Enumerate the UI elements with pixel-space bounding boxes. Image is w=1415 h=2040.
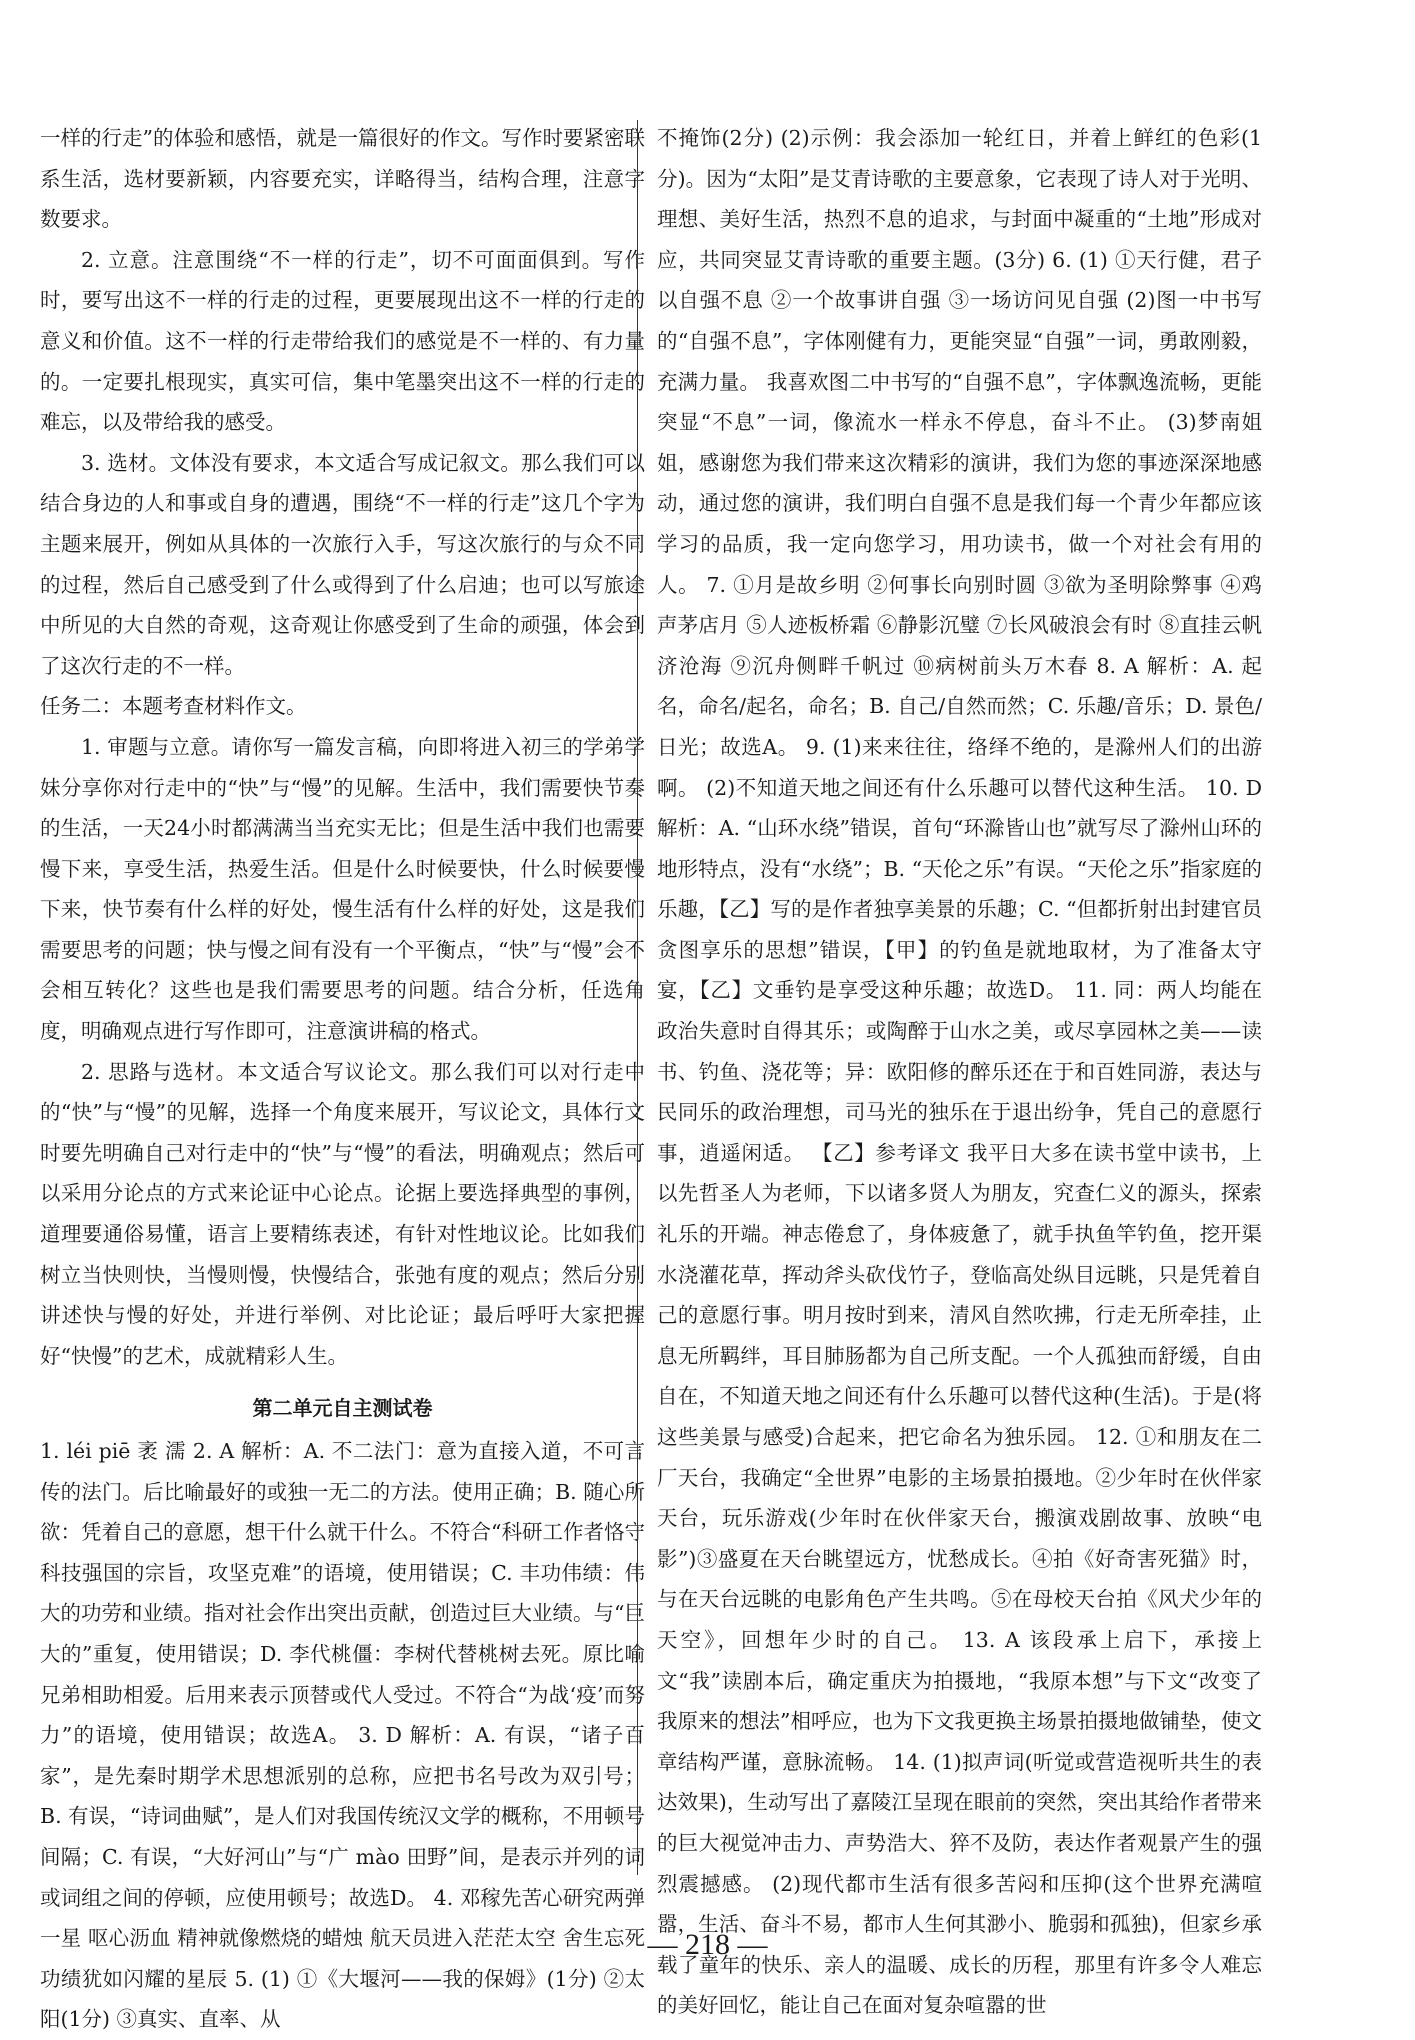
- column-divider: [637, 120, 638, 1875]
- unit-test-answers-part1: 1. léi piē 袤 濡 2. A 解析：A. 不二法门：意为直接入道，不可言传的法门。后比喻最好的或独一无二的方法。使用正确；B. 随心所欲：凭着自己的意愿，想干什么就干什么。不符合“科研工作者恪守科技强国的宗旨，攻坚克难”的语境，使用错误；C. 丰功伟绩：伟大的功劳和业绩。指对社会作出突出贡献，创造过巨大业绩。与“巨大的”重复，使用错误；D. 李代桃僵：李树代替桃树去死。原比喻兄弟相助相爱。后用来表示顶替或代人受过。不符合“为战‘疫’而努力”的语境，使用错误；故选A。 3. D 解析：A. 有误，“诸子百家”，是先秦时期学术思想派别的总称，应把书名号改为双引号；B. 有误，“诗词曲赋”，是人们对我国传统汉文学的概称，不用顿号间隔；C. 有误，“大好河山”与“广 mào 田野”间，是表示并列的词或词组之间的停顿，应使用顿号；故选D。 4. 邓稼先苦心研究两弹一星 呕心沥血 精神就像燃烧的蜡烛 航天员进入茫茫太空 舍生忘死 功绩犹如闪耀的星辰 5. (1) ①《大堰河——我的保姆》(1分) ②太阳(1分) ③真实、直率、从: [40, 1439, 645, 2032]
- task-two-heading: 任务二：本题考查材料作文。: [40, 694, 307, 719]
- task-two-material-paragraph: 2. 思路与选材。本文适合写议论文。那么我们可以对行走中的“快”与“慢”的见解，选择一个角度来展开，写议论文，具体行文时要先明确自己对行走中的“快”与“慢”的看法，明确观点；然后可以采用分论点的方式来论证中心论点。论据上要选择典型的事例，道理要通俗易懂，语言上要精练表述，有针对性地议论。比如我们树立当快则快，当慢则慢，快慢结合，张弛有度的观点；然后分别讲述快与慢的好处，并进行举例、对比论证；最后呼吁大家把握好“快慢”的艺术，成就精彩人生。: [40, 1059, 645, 1368]
- essay-guidance-paragraph: 一样的行走”的体验和感悟，就是一篇很好的作文。写作时要紧密联系生活，选材要新颖，内容要充实，详略得当，结构合理，注意字数要求。: [40, 126, 645, 232]
- left-column: [40, 118, 645, 2040]
- page-number: — 218 —: [647, 1928, 768, 1961]
- essay-material-paragraph: 3. 选材。文体没有要求，本文适合写成记叙文。那么我们可以结合身边的人和事或自身的遭遇，围绕“不一样的行走”这几个字为主题来展开，例如从具体的一次旅行入手，写这次旅行的与众不同的过程，然后自己感受到了什么或得到了什么启迪；也可以写旅途中所见的大自然的奇观，这奇观让你感受到了生命的顽强，体会到了这次行走的不一样。: [40, 450, 645, 678]
- unit-test-answers-part2: 不掩饰(2分) (2)示例：我会添加一轮红日，并着上鲜红的色彩(1分)。因为“太阳”是艾青诗歌的主要意象，它表现了诗人对于光明、理想、美好生活，热烈不息的追求，与封面中凝重的“土地”形成对应，共同突显艾青诗歌的重要主题。(3分) 6. (1) ①天行健，君子以自强不息 ②一个故事讲自强 ③一场访问见自强 (2)图一中书写的“自强不息”，字体刚健有力，更能突显“自强”一词，勇敢刚毅，充满力量。 我喜欢图二中书写的“自强不息”，字体飘逸流畅，更能突显“不息”一词，像流水一样永不停息，奋斗不止。 (3)梦南姐姐，感谢您为我们带来这次精彩的演讲，我们为您的事迹深深地感动，通过您的演讲，我们明白自强不息是我们每一个青少年都应该学习的品质，我一定向您学习，用功读书，做一个对社会有用的人。 7. ①月是故乡明 ②何事长向别时圆 ③欲为圣明除弊事 ④鸡声茅店月 ⑤人迹板桥霜 ⑥静影沉璧 ⑦长风破浪会有时 ⑧直挂云帆济沧海 ⑨沉舟侧畔千帆过 ⑩病树前头万木春 8. A 解析：A. 起名，命名/起名，命名；B. 自己/自然而然；C. 乐趣/音乐；D. 景色/日光；故选A。 9. (1)来来往往，络绎不绝的，是滁州人们的出游啊。 (2)不知道天地之间还有什么乐趣可以替代这种生活。 10. D 解析：A. “山环水绕”错误，首句“环滁皆山也”就写尽了滁州山环的地形特点，没有“水绕”；B. “天伦之乐”有误。“天伦之乐”指家庭的乐趣，【乙】写的是作者独享美景的乐趣；C. “但都折射出封建官员贪图享乐的思想”错误，【甲】的钓鱼是就地取材，为了准备太守宴，【乙】文垂钓是享受这种乐趣；故选D。 11. 同：两人均能在政治失意时自得其乐；或陶醉于山水之美，或尽享园林之美——读书、钓鱼、浇花等；异：欧阳修的醉乐还在于和百姓同游，表达与民同乐的政治理想，司马光的独乐在于退出纷争，凭自己的意愿行事，逍遥闲适。 【乙】参考译文 我平日大多在读书堂中读书，上以先哲圣人为老师，下以诸多贤人为朋友，究查仁义的源头，探索礼乐的开端。神志倦怠了，身体疲惫了，就手执鱼竿钓鱼，挖开渠水浇灌花草，挥动斧头砍伐竹子，登临高处纵目远眺，只是凭着自己的意愿行事。明月按时到来，清风自然吹拂，行走无所牵挂，止息无所羁绊，耳目肺肠都为自己所支配。一个人孤独而舒缓，自由自在，不知道天地之间还有什么乐趣可以替代这种(生活)。于是(将这些美景与感受)合起来，把它命名为独乐园。 12. ①和朋友在二厂天台，我确定“全世界”电影的主场景拍摄地。②少年时在伙伴家天台，玩乐游戏(少年时在伙伴家天台，搬演戏剧故事、放映“电影”)③盛夏在天台眺望远方，忧愁成长。④拍《好奇害死猫》时，与在天台远眺的电影角色产生共鸣。⑤在母校天台拍《风犬少年的天空》，回想年少时的自己。 13. A 该段承上启下，承接上文“我”读剧本后，确定重庆为拍摄地，“我原本想”与下文“改变了我原来的想法”相呼应，也为下文我更换主场景拍摄地做铺垫，使文章结构严谨，意脉流畅。 14. (1)拟声词(听觉或营造视听共生的表达效果)，生动写出了嘉陵江呈现在眼前的突然，突出其给作者带来的巨大视觉冲击力、声势浩大、猝不及防，表达作者观景产生的强烈震撼感。 (2)现代都市生活有很多苦闷和压抑(这个世界充满喧嚣，生活、奋斗不易，都市人生何其渺小、脆弱和孤独)，但家乡承载了童年的快乐、亲人的温暖、成长的历程，那里有许多令人难忘的美好回忆，能让自己在面对复杂喧嚣的世: [657, 126, 1262, 2018]
- essay-theme-paragraph: 2. 立意。注意围绕“不一样的行走”，切不可面面俱到。写作时，要写出这不一样的行走的过程，更要展现出这不一样的行走的意义和价值。这不一样的行走带给我们的感觉是不一样的、有力量的。一定要扎根现实，真实可信，集中笔墨突出这不一样的行走的难忘，以及带给我的感受。: [40, 247, 645, 435]
- task-two-theme-paragraph: 1. 审题与立意。请你写一篇发言稿，向即将进入初三的学弟学妹分享你对行走中的“快”与“慢”的见解。生活中，我们需要快节奏的生活，一天24小时都满满当当充实无比；但是生活中我们也需要慢下来，享受生活，热爱生活。但是什么时候要快，什么时候要慢下来，快节奏有什么样的好处，慢生活有什么样的好处，这是我们需要思考的问题；快与慢之间有没有一个平衡点，“快”与“慢”会不会相互转化？这些也是我们需要思考的问题。结合分析，任选角度，明确观点进行写作即可，注意演讲稿的格式。: [40, 734, 645, 1044]
- right-column: [657, 118, 1262, 2026]
- unit-test-title: 第二单元自主测试卷: [252, 1396, 433, 1421]
